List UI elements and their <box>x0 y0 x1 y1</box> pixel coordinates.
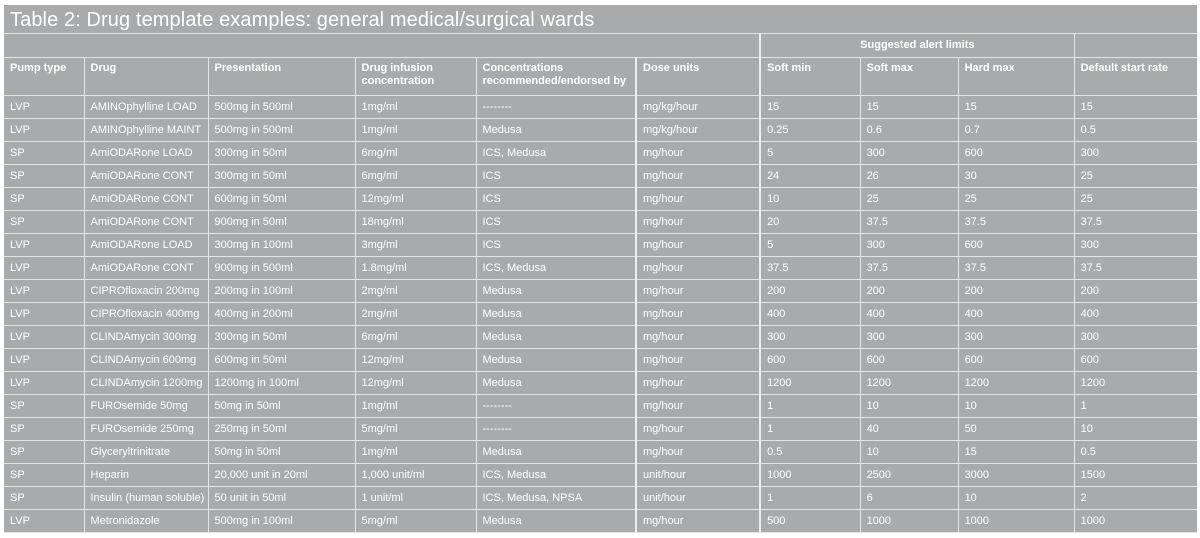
cell-concentrations-recommended: ICS, Medusa, NPSA <box>476 486 636 509</box>
cell-hard-max: 37.5 <box>958 256 1074 279</box>
cell-drug: AmiODARone LOAD <box>84 141 208 164</box>
cell-soft-max: 6 <box>860 486 958 509</box>
cell-concentrations-recommended: Medusa <box>476 348 636 371</box>
cell-hard-max: 600 <box>958 141 1074 164</box>
cell-default-start-rate: 0.5 <box>1074 118 1197 141</box>
col-header-presentation: Presentation <box>208 57 355 95</box>
cell-pump-type: SP <box>4 164 84 187</box>
cell-default-start-rate: 0.5 <box>1074 440 1197 463</box>
cell-pump-type: LVP <box>4 95 84 118</box>
cell-drug: FUROsemide 250mg <box>84 417 208 440</box>
cell-soft-min: 200 <box>760 279 860 302</box>
col-header-soft-max: Soft max <box>860 57 958 95</box>
cell-drug-infusion-concentration: 1 unit/ml <box>355 486 476 509</box>
cell-soft-min: 24 <box>760 164 860 187</box>
col-header-hard-max: Hard max <box>958 57 1074 95</box>
alert-row-blank-end <box>1074 34 1197 57</box>
cell-drug: CIPROfloxacin 200mg <box>84 279 208 302</box>
cell-dose-units: mg/hour <box>636 256 760 279</box>
cell-drug-infusion-concentration: 5mg/ml <box>355 509 476 532</box>
cell-hard-max: 1200 <box>958 371 1074 394</box>
cell-default-start-rate: 1500 <box>1074 463 1197 486</box>
cell-default-start-rate: 300 <box>1074 141 1197 164</box>
cell-presentation: 300mg in 100ml <box>208 233 355 256</box>
cell-default-start-rate: 2 <box>1074 486 1197 509</box>
cell-dose-units: mg/hour <box>636 371 760 394</box>
cell-hard-max: 25 <box>958 187 1074 210</box>
cell-presentation: 250mg in 50ml <box>208 417 355 440</box>
cell-concentrations-recommended: Medusa <box>476 118 636 141</box>
cell-concentrations-recommended: Medusa <box>476 279 636 302</box>
cell-hard-max: 30 <box>958 164 1074 187</box>
cell-hard-max: 400 <box>958 302 1074 325</box>
cell-concentrations-recommended: ICS, Medusa <box>476 256 636 279</box>
table-row <box>4 486 1197 509</box>
table-row <box>4 463 1197 486</box>
cell-soft-max: 10 <box>860 394 958 417</box>
cell-presentation: 400mg in 200ml <box>208 302 355 325</box>
cell-hard-max: 300 <box>958 325 1074 348</box>
cell-soft-max: 2500 <box>860 463 958 486</box>
cell-default-start-rate: 37.5 <box>1074 256 1197 279</box>
col-header-default-start-rate: Default start rate <box>1074 57 1197 95</box>
cell-default-start-rate: 15 <box>1074 95 1197 118</box>
cell-hard-max: 37.5 <box>958 210 1074 233</box>
cell-drug: Insulin (human soluble) <box>84 486 208 509</box>
cell-drug-infusion-concentration: 1mg/ml <box>355 118 476 141</box>
cell-concentrations-recommended: Medusa <box>476 325 636 348</box>
cell-pump-type: SP <box>4 417 84 440</box>
cell-soft-max: 26 <box>860 164 958 187</box>
cell-dose-units: mg/kg/hour <box>636 95 760 118</box>
cell-drug: AmiODARone CONT <box>84 210 208 233</box>
cell-hard-max: 15 <box>958 95 1074 118</box>
drug-template-table <box>4 34 1197 533</box>
cell-soft-min: 500 <box>760 509 860 532</box>
cell-drug: Glyceryltrinitrate <box>84 440 208 463</box>
cell-soft-min: 0.5 <box>760 440 860 463</box>
alert-row-blank <box>4 34 760 57</box>
cell-pump-type: SP <box>4 394 84 417</box>
cell-pump-type: SP <box>4 463 84 486</box>
cell-drug-infusion-concentration: 1mg/ml <box>355 394 476 417</box>
cell-presentation: 500mg in 100ml <box>208 509 355 532</box>
cell-soft-max: 37.5 <box>860 210 958 233</box>
cell-soft-max: 25 <box>860 187 958 210</box>
cell-concentrations-recommended: -------- <box>476 95 636 118</box>
cell-dose-units: mg/hour <box>636 233 760 256</box>
cell-soft-max: 400 <box>860 302 958 325</box>
cell-presentation: 1200mg in 100ml <box>208 371 355 394</box>
cell-hard-max: 600 <box>958 233 1074 256</box>
cell-pump-type: LVP <box>4 509 84 532</box>
cell-soft-max: 1200 <box>860 371 958 394</box>
table-row <box>4 279 1197 302</box>
table-row <box>4 509 1197 532</box>
table-row <box>4 325 1197 348</box>
cell-drug: Heparin <box>84 463 208 486</box>
col-header-soft-min: Soft min <box>760 57 860 95</box>
cell-drug: CLINDAmycin 1200mg <box>84 371 208 394</box>
cell-drug-infusion-concentration: 1.8mg/ml <box>355 256 476 279</box>
cell-concentrations-recommended: -------- <box>476 417 636 440</box>
cell-concentrations-recommended: Medusa <box>476 440 636 463</box>
cell-drug: Metronidazole <box>84 509 208 532</box>
cell-dose-units: mg/hour <box>636 440 760 463</box>
cell-hard-max: 15 <box>958 440 1074 463</box>
cell-drug-infusion-concentration: 18mg/ml <box>355 210 476 233</box>
table-row <box>4 95 1197 118</box>
cell-pump-type: LVP <box>4 118 84 141</box>
cell-pump-type: SP <box>4 141 84 164</box>
cell-default-start-rate: 25 <box>1074 164 1197 187</box>
table-row <box>4 187 1197 210</box>
cell-dose-units: unit/hour <box>636 463 760 486</box>
cell-concentrations-recommended: ICS <box>476 210 636 233</box>
cell-pump-type: LVP <box>4 371 84 394</box>
cell-default-start-rate: 10 <box>1074 417 1197 440</box>
cell-drug-infusion-concentration: 6mg/ml <box>355 325 476 348</box>
cell-dose-units: mg/hour <box>636 141 760 164</box>
cell-drug: AmiODARone CONT <box>84 256 208 279</box>
cell-default-start-rate: 37.5 <box>1074 210 1197 233</box>
cell-pump-type: SP <box>4 187 84 210</box>
cell-pump-type: LVP <box>4 279 84 302</box>
cell-concentrations-recommended: ICS <box>476 164 636 187</box>
cell-drug: AMINOphylline LOAD <box>84 95 208 118</box>
cell-soft-max: 300 <box>860 325 958 348</box>
cell-soft-max: 600 <box>860 348 958 371</box>
cell-soft-min: 5 <box>760 233 860 256</box>
cell-soft-max: 200 <box>860 279 958 302</box>
cell-drug: AmiODARone CONT <box>84 187 208 210</box>
cell-soft-min: 37.5 <box>760 256 860 279</box>
cell-dose-units: mg/hour <box>636 279 760 302</box>
table-row <box>4 118 1197 141</box>
cell-presentation: 20,000 unit in 20ml <box>208 463 355 486</box>
cell-soft-max: 40 <box>860 417 958 440</box>
cell-presentation: 300mg in 50ml <box>208 325 355 348</box>
cell-hard-max: 10 <box>958 486 1074 509</box>
cell-drug-infusion-concentration: 1,000 unit/ml <box>355 463 476 486</box>
cell-drug: AmiODARone CONT <box>84 164 208 187</box>
cell-default-start-rate: 1000 <box>1074 509 1197 532</box>
cell-dose-units: mg/hour <box>636 164 760 187</box>
cell-default-start-rate: 1 <box>1074 394 1197 417</box>
cell-drug-infusion-concentration: 6mg/ml <box>355 141 476 164</box>
cell-soft-max: 15 <box>860 95 958 118</box>
cell-pump-type: LVP <box>4 325 84 348</box>
cell-drug: CLINDAmycin 600mg <box>84 348 208 371</box>
cell-dose-units: mg/hour <box>636 348 760 371</box>
cell-soft-min: 15 <box>760 95 860 118</box>
cell-dose-units: mg/hour <box>636 302 760 325</box>
cell-pump-type: SP <box>4 210 84 233</box>
cell-soft-min: 5 <box>760 141 860 164</box>
cell-drug-infusion-concentration: 6mg/ml <box>355 164 476 187</box>
cell-soft-min: 1 <box>760 486 860 509</box>
suggested-alert-limits-label: Suggested alert limits <box>760 34 1074 57</box>
cell-default-start-rate: 300 <box>1074 325 1197 348</box>
cell-dose-units: unit/hour <box>636 486 760 509</box>
cell-pump-type: LVP <box>4 302 84 325</box>
cell-drug: CLINDAmycin 300mg <box>84 325 208 348</box>
cell-soft-max: 0.6 <box>860 118 958 141</box>
alert-limits-header-row <box>4 34 1197 57</box>
cell-default-start-rate: 600 <box>1074 348 1197 371</box>
drug-template-table-figure <box>4 5 1197 533</box>
cell-default-start-rate: 300 <box>1074 233 1197 256</box>
cell-drug-infusion-concentration: 1mg/ml <box>355 95 476 118</box>
cell-drug-infusion-concentration: 12mg/ml <box>355 187 476 210</box>
cell-drug-infusion-concentration: 3mg/ml <box>355 233 476 256</box>
cell-drug: AmiODARone LOAD <box>84 233 208 256</box>
table-body <box>4 95 1197 532</box>
cell-drug-infusion-concentration: 2mg/ml <box>355 302 476 325</box>
cell-dose-units: mg/hour <box>636 210 760 233</box>
cell-concentrations-recommended: ICS, Medusa <box>476 141 636 164</box>
col-header-dose-units: Dose units <box>636 57 760 95</box>
cell-hard-max: 0.7 <box>958 118 1074 141</box>
cell-soft-max: 300 <box>860 141 958 164</box>
col-header-concentrations-recommended: Concentrations recommended/endorsed by <box>476 57 636 95</box>
cell-soft-max: 10 <box>860 440 958 463</box>
table-row <box>4 164 1197 187</box>
cell-soft-max: 37.5 <box>860 256 958 279</box>
cell-presentation: 50 unit in 50ml <box>208 486 355 509</box>
table-row <box>4 348 1197 371</box>
table-row <box>4 394 1197 417</box>
cell-pump-type: SP <box>4 486 84 509</box>
cell-drug-infusion-concentration: 2mg/ml <box>355 279 476 302</box>
cell-presentation: 300mg in 50ml <box>208 141 355 164</box>
cell-pump-type: SP <box>4 440 84 463</box>
cell-soft-min: 1 <box>760 417 860 440</box>
cell-dose-units: mg/hour <box>636 325 760 348</box>
cell-hard-max: 1000 <box>958 509 1074 532</box>
table-row <box>4 440 1197 463</box>
cell-pump-type: LVP <box>4 348 84 371</box>
cell-concentrations-recommended: ICS, Medusa <box>476 463 636 486</box>
cell-drug-infusion-concentration: 5mg/ml <box>355 417 476 440</box>
cell-soft-max: 1000 <box>860 509 958 532</box>
cell-soft-min: 1000 <box>760 463 860 486</box>
cell-dose-units: mg/hour <box>636 187 760 210</box>
cell-soft-max: 300 <box>860 233 958 256</box>
cell-drug-infusion-concentration: 12mg/ml <box>355 371 476 394</box>
cell-default-start-rate: 200 <box>1074 279 1197 302</box>
cell-drug: CIPROfloxacin 400mg <box>84 302 208 325</box>
cell-pump-type: LVP <box>4 256 84 279</box>
cell-presentation: 300mg in 50ml <box>208 164 355 187</box>
cell-dose-units: mg/hour <box>636 509 760 532</box>
table-title: Table 2: Drug template examples: general medical/surgical wards <box>4 5 1197 34</box>
table-row <box>4 417 1197 440</box>
cell-presentation: 200mg in 100ml <box>208 279 355 302</box>
col-header-drug: Drug <box>84 57 208 95</box>
cell-drug: AMINOphylline MAINT <box>84 118 208 141</box>
cell-soft-min: 10 <box>760 187 860 210</box>
cell-presentation: 900mg in 500ml <box>208 256 355 279</box>
cell-drug-infusion-concentration: 12mg/ml <box>355 348 476 371</box>
cell-dose-units: mg/hour <box>636 394 760 417</box>
cell-drug: FUROsemide 50mg <box>84 394 208 417</box>
cell-presentation: 500mg in 500ml <box>208 118 355 141</box>
cell-default-start-rate: 25 <box>1074 187 1197 210</box>
table-row <box>4 371 1197 394</box>
cell-soft-min: 1 <box>760 394 860 417</box>
cell-presentation: 600mg in 50ml <box>208 348 355 371</box>
column-header-row <box>4 57 1197 95</box>
cell-dose-units: mg/kg/hour <box>636 118 760 141</box>
cell-hard-max: 10 <box>958 394 1074 417</box>
cell-hard-max: 3000 <box>958 463 1074 486</box>
cell-dose-units: mg/hour <box>636 417 760 440</box>
table-row <box>4 256 1197 279</box>
cell-default-start-rate: 400 <box>1074 302 1197 325</box>
cell-soft-min: 300 <box>760 325 860 348</box>
col-header-drug-infusion-concentration: Drug infusion concentration <box>355 57 476 95</box>
cell-pump-type: LVP <box>4 233 84 256</box>
cell-soft-min: 20 <box>760 210 860 233</box>
table-row <box>4 210 1197 233</box>
cell-soft-min: 1200 <box>760 371 860 394</box>
cell-presentation: 500mg in 500ml <box>208 95 355 118</box>
cell-hard-max: 600 <box>958 348 1074 371</box>
cell-soft-min: 600 <box>760 348 860 371</box>
cell-presentation: 50mg in 50ml <box>208 440 355 463</box>
table-row <box>4 233 1197 256</box>
cell-hard-max: 200 <box>958 279 1074 302</box>
cell-soft-min: 0.25 <box>760 118 860 141</box>
cell-soft-min: 400 <box>760 302 860 325</box>
cell-concentrations-recommended: Medusa <box>476 371 636 394</box>
cell-concentrations-recommended: Medusa <box>476 509 636 532</box>
cell-presentation: 50mg in 50ml <box>208 394 355 417</box>
table-row <box>4 141 1197 164</box>
cell-concentrations-recommended: Medusa <box>476 302 636 325</box>
cell-concentrations-recommended: ICS <box>476 233 636 256</box>
cell-presentation: 900mg in 50ml <box>208 210 355 233</box>
cell-drug-infusion-concentration: 1mg/ml <box>355 440 476 463</box>
table-row <box>4 302 1197 325</box>
cell-concentrations-recommended: -------- <box>476 394 636 417</box>
cell-presentation: 600mg in 50ml <box>208 187 355 210</box>
cell-hard-max: 50 <box>958 417 1074 440</box>
cell-default-start-rate: 1200 <box>1074 371 1197 394</box>
cell-concentrations-recommended: ICS <box>476 187 636 210</box>
col-header-pump-type: Pump type <box>4 57 84 95</box>
